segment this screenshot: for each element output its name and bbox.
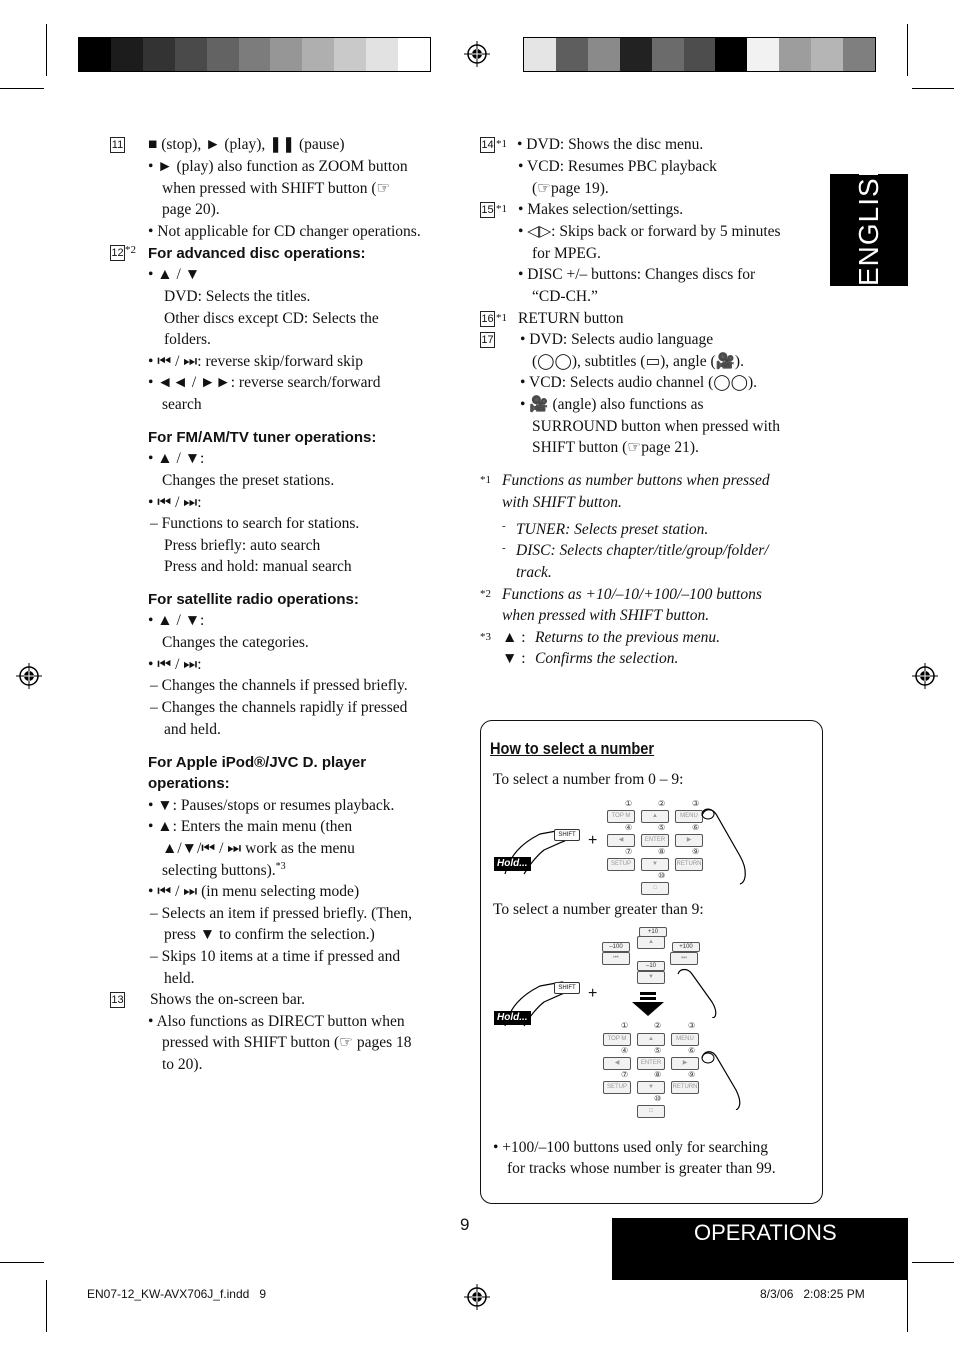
- section-heading: For satellite radio operations:: [148, 591, 359, 608]
- key-number: ⑨: [688, 1070, 696, 1079]
- return-key: RETURN: [675, 858, 703, 871]
- key-number: ④: [621, 1046, 629, 1055]
- text-line: pressed with SHIFT button (☞ pages 18: [162, 1034, 412, 1051]
- text-line: “CD-CH.”: [532, 288, 598, 305]
- finger-icon: [676, 968, 726, 1018]
- top-menu-key: TOP M: [607, 810, 635, 823]
- plus-10-key: +10: [639, 927, 667, 937]
- item-number: 17: [481, 334, 494, 346]
- key-number: ③: [692, 799, 700, 808]
- text-line: [162, 860, 286, 882]
- text-line: DVD: Selects the titles.: [164, 288, 311, 305]
- prev-key: ⏮: [602, 952, 630, 965]
- text-line: • ⏮ / ⏭:: [148, 656, 202, 673]
- crop-mark: [0, 88, 44, 89]
- key-number: ④: [625, 823, 633, 832]
- text-line: • ▲: Enters the main menu (then: [148, 818, 353, 835]
- hold-label: Hold...: [494, 1011, 531, 1025]
- section-heading: operations:: [148, 775, 230, 792]
- item-number: 11: [111, 139, 124, 151]
- down-key: ▼: [641, 858, 669, 871]
- language-tab: [830, 156, 908, 286]
- up-key: ▲: [637, 936, 665, 949]
- text-line: SURROUND button when pressed with: [532, 418, 780, 435]
- arrow-down-icon: [630, 992, 666, 1018]
- section-heading: For FM/AM/TV tuner operations:: [148, 429, 377, 446]
- down-key: ▼: [637, 1081, 665, 1094]
- text-line: and held.: [164, 721, 221, 738]
- key-number: ②: [658, 799, 666, 808]
- text-line: – Changes the channels rapidly if pressed: [150, 699, 408, 716]
- grayscale-bar-right: [523, 37, 876, 72]
- text-line: ▲/▼/⏮ / ⏭ work as the menu: [162, 840, 355, 857]
- finger-icon: [700, 1050, 745, 1110]
- text-line: (☞page 19).: [532, 180, 609, 197]
- language-tab-label: ENGLISH: [853, 156, 884, 286]
- text-line: • 🎥 (angle) also functions as: [520, 396, 704, 413]
- footnote-symbol: ▲ :: [502, 629, 526, 646]
- crop-mark: [907, 1280, 908, 1332]
- shift-key: SHIFT: [554, 829, 580, 841]
- key-number: ⑦: [625, 847, 633, 856]
- key-number: ①: [621, 1021, 629, 1030]
- key-number: ⑧: [658, 847, 666, 856]
- section-heading: For advanced disc operations:: [148, 245, 366, 262]
- section-tab: [612, 1218, 908, 1280]
- text-line: • ▼: Pauses/stops or resumes playback.: [148, 797, 395, 814]
- return-key: RETURN: [671, 1081, 699, 1094]
- crop-mark: [912, 1262, 954, 1263]
- section-tab-label: OPERATIONS: [694, 1220, 837, 1245]
- item-number: 16: [481, 313, 494, 325]
- text-line: RETURN button: [518, 310, 624, 327]
- text-line: • ◁▷: Skips back or forward by 5 minutes: [518, 223, 781, 240]
- grayscale-bar-left: [78, 37, 431, 72]
- minus-100-key: –100: [602, 942, 630, 952]
- text-line: • Also functions as DIRECT button when: [148, 1013, 405, 1030]
- text-line: • Makes selection/settings.: [518, 201, 684, 218]
- text-line: Changes the preset stations.: [162, 472, 335, 489]
- text-line: • VCD: Resumes PBC playback: [518, 158, 717, 175]
- box-title: How to select a number: [490, 739, 655, 758]
- up-key: ▲: [637, 1033, 665, 1046]
- zero-key: □: [641, 882, 669, 895]
- text-line: ■ (stop), ► (play), ❚❚ (pause): [148, 136, 345, 153]
- text-line: when pressed with SHIFT button (☞: [162, 180, 391, 197]
- footnote-mark: *3: [275, 860, 286, 872]
- enter-key: ENTER: [637, 1057, 665, 1070]
- text-line: • DVD: Shows the disc menu.: [517, 136, 704, 153]
- item-number: 12: [111, 247, 124, 259]
- text-line: (◯◯), subtitles (▭), angle (🎥).: [532, 353, 744, 370]
- crop-mark: [0, 1262, 44, 1263]
- crop-mark: [907, 24, 908, 76]
- text-line: to 20).: [162, 1056, 203, 1073]
- registration-mark-icon: [464, 1284, 490, 1310]
- text-line: for MPEG.: [532, 245, 601, 262]
- text-line: • ⏮ / ⏭: reverse skip/forward skip: [148, 353, 363, 370]
- text-line: • ▲ / ▼:: [148, 612, 205, 629]
- left-key: ◀: [603, 1057, 631, 1070]
- key-number: ⑥: [692, 823, 700, 832]
- plus-100-key: +100: [672, 942, 700, 952]
- key-number: ②: [654, 1021, 662, 1030]
- footnote-line: Functions as +10/–10/+100/–100 buttons: [502, 586, 762, 603]
- note-line: • +100/–100 buttons used only for searching: [493, 1139, 769, 1156]
- setup-key: SETUP: [607, 858, 635, 871]
- right-key: ▶: [671, 1057, 699, 1070]
- footnote-line: DISC: Selects chapter/title/group/folder/: [516, 542, 769, 559]
- next-key: ⏭: [670, 952, 698, 965]
- text-line-part: selecting buttons).: [162, 862, 276, 879]
- key-number: ⑩: [658, 871, 666, 880]
- footnote-mark: *3: [480, 631, 491, 643]
- text-line: press ▼ to confirm the selection.): [164, 926, 375, 943]
- registration-mark-icon: [464, 41, 490, 67]
- text-line: Shows the on-screen bar.: [150, 991, 305, 1008]
- text-line: Other discs except CD: Selects the: [164, 310, 379, 327]
- footnote-line: Confirms the selection.: [535, 650, 679, 667]
- key-number: ⑧: [654, 1070, 662, 1079]
- key-number: ①: [625, 799, 633, 808]
- key-number: ⑩: [654, 1094, 662, 1103]
- footnote-line: track.: [516, 564, 552, 581]
- footnote-line: Returns to the previous menu.: [535, 629, 720, 646]
- key-number: ⑥: [688, 1046, 696, 1055]
- footnote-mark: *1: [496, 138, 507, 150]
- text-line: folders.: [164, 331, 211, 348]
- text-line: Press and hold: manual search: [164, 558, 352, 575]
- section-heading: For Apple iPod®/JVC D. player: [148, 754, 367, 771]
- left-key: ◀: [607, 834, 635, 847]
- item-number: 14: [481, 139, 494, 151]
- footnote-mark: *1: [480, 474, 491, 486]
- crop-mark: [912, 88, 954, 89]
- text-line: • Not applicable for CD changer operations.: [148, 223, 421, 240]
- text-line: • ► (play) also function as ZOOM button: [148, 158, 408, 175]
- right-key: ▶: [675, 834, 703, 847]
- text-line: – Skips 10 items at a time if pressed and: [150, 948, 401, 965]
- footnote-line: with SHIFT button.: [502, 494, 622, 511]
- registration-mark-icon: [16, 663, 42, 689]
- text-line: • ◄◄ / ►►: reverse search/forward: [148, 374, 381, 391]
- crop-mark: [46, 24, 47, 76]
- footnote-mark: *2: [480, 588, 491, 600]
- text-line: held.: [164, 970, 195, 987]
- plus-sign: +: [588, 985, 598, 1002]
- text-line: To select a number greater than 9:: [493, 901, 704, 918]
- footnote-line: when pressed with SHIFT button.: [502, 607, 710, 624]
- footnote-mark: *1: [496, 312, 507, 324]
- finger-icon: [700, 806, 750, 886]
- zero-key: □: [637, 1105, 665, 1118]
- text-line: • ▲ / ▼:: [148, 450, 205, 467]
- text-line: • ⏮ / ⏭:: [148, 494, 202, 511]
- text-line: page 20).: [162, 201, 220, 218]
- note-line: for tracks whose number is greater than 99.: [507, 1160, 776, 1177]
- minus-10-key: –10: [637, 961, 665, 971]
- hold-label: Hold...: [494, 857, 531, 871]
- registration-mark-icon: [912, 663, 938, 689]
- up-key: ▲: [641, 810, 669, 823]
- text-line: • DVD: Selects audio language: [520, 331, 714, 348]
- footnote-symbol: ▼ :: [502, 650, 526, 667]
- plus-sign: +: [588, 832, 598, 849]
- text-line: • ⏮ / ⏭ (in menu selecting mode): [148, 883, 360, 900]
- text-line: • VCD: Selects audio channel (◯◯).: [520, 374, 757, 391]
- key-number: ③: [688, 1021, 696, 1030]
- crop-mark: [46, 1280, 47, 1332]
- enter-key: ENTER: [641, 834, 669, 847]
- text-line: Changes the categories.: [162, 634, 309, 651]
- footnote-line: TUNER: Selects preset station.: [516, 521, 709, 538]
- text-line: SHIFT button (☞page 21).: [532, 439, 699, 456]
- footnote-line: Functions as number buttons when pressed: [502, 472, 770, 489]
- key-number: ⑤: [654, 1046, 662, 1055]
- file-info: EN07-12_KW-AVX706J_f.indd 9: [87, 1287, 266, 1301]
- text-line: – Changes the channels if pressed briefly.: [150, 677, 408, 694]
- footnote-mark: *2: [125, 244, 136, 256]
- menu-key: MENU: [671, 1033, 699, 1046]
- text-line: search: [162, 396, 202, 413]
- key-number: ⑦: [621, 1070, 629, 1079]
- text-line: – Functions to search for stations.: [150, 515, 360, 532]
- text-line: – Selects an item if pressed briefly. (Then,: [150, 905, 412, 922]
- item-number: 13: [111, 994, 124, 1006]
- down-key: ▼: [637, 971, 665, 984]
- text-line: • ▲ / ▼: [148, 266, 201, 283]
- top-menu-key: TOP M: [603, 1033, 631, 1046]
- menu-key: MENU: [675, 810, 703, 823]
- setup-key: SETUP: [603, 1081, 631, 1094]
- text-line: • DISC +/– buttons: Changes discs for: [518, 266, 756, 283]
- dash: -: [502, 542, 506, 554]
- dash: -: [502, 520, 506, 532]
- key-number: ⑨: [692, 847, 700, 856]
- page-number: 9: [460, 1215, 470, 1234]
- print-date: 8/3/06 2:08:25 PM: [760, 1287, 865, 1301]
- item-number: 15: [481, 204, 494, 216]
- text-line: To select a number from 0 – 9:: [493, 771, 684, 788]
- key-number: ⑤: [658, 823, 666, 832]
- footnote-mark: *1: [496, 203, 507, 215]
- text-line: Press briefly: auto search: [164, 537, 321, 554]
- shift-key: SHIFT: [554, 982, 580, 994]
